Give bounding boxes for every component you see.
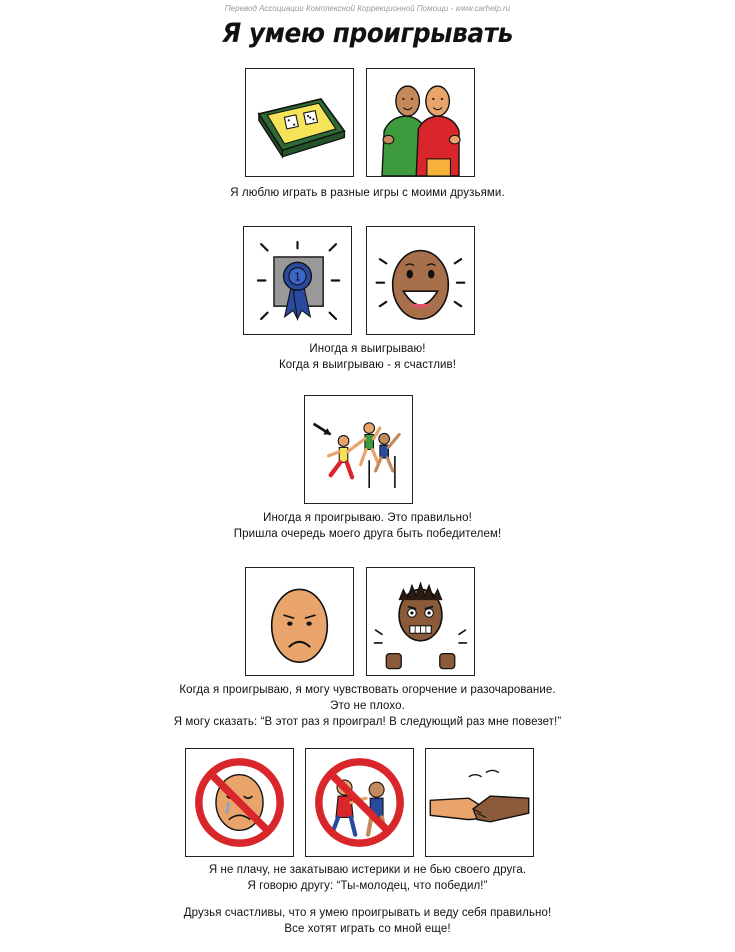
caption-4	[0, 682, 735, 730]
ribbon-card	[243, 226, 352, 335]
friends-card	[366, 68, 475, 177]
caption-line: Пришла очередь моего друга быть победителем!	[233, 528, 502, 540]
caption-line: Когда я выигрываю - я счастлив!	[278, 359, 457, 371]
two-friends-icon	[367, 69, 474, 176]
no-crying-icon	[186, 749, 293, 856]
caption-3	[0, 510, 735, 542]
board-game-card	[245, 68, 354, 177]
no-crying-card	[185, 748, 294, 857]
no-fighting-card	[305, 748, 414, 857]
frustrated-card	[366, 567, 475, 676]
no-fighting-icon	[306, 749, 413, 856]
happy-face-card	[366, 226, 475, 335]
caption-line: Иногда я выигрываю!	[309, 343, 426, 355]
header-note: Перевод Ассоциации Комплексной Коррекционной Помощи - www.carhelp.ru	[224, 4, 511, 13]
caption-5	[0, 862, 735, 894]
closing-line: Друзья счастливы, что я умею проигрывать и веду себя правильно!	[183, 907, 552, 919]
first-place-ribbon-icon	[244, 227, 351, 334]
caption-line: Я могу сказать: “В этот раз я проиграл! В следующий раз мне повезет!”	[173, 716, 562, 728]
board-game-dice-icon	[246, 69, 353, 176]
caption-line: Я люблю играть в разные игры с моими друзьями.	[230, 187, 505, 199]
race-finish-icon	[305, 396, 412, 503]
sad-face-card	[245, 567, 354, 676]
caption-line: Иногда я проигрываю. Это правильно!	[263, 512, 472, 524]
caption-line: Я говорю другу: “Ты-молодец, что победил!”	[247, 880, 488, 892]
caption-line: Это не плохо.	[330, 700, 405, 712]
caption-line: Когда я проигрываю, я могу чувствовать огорчение и разочарование.	[179, 684, 556, 696]
closing-caption	[0, 905, 735, 937]
frustrated-boy-icon	[367, 568, 474, 675]
closing-line: Все хотят играть со мной еще!	[284, 923, 451, 935]
handshake-card	[425, 748, 534, 857]
page-title: Я умею проигрывать	[222, 18, 513, 49]
race-card	[304, 395, 413, 504]
caption-2	[0, 341, 735, 373]
sad-face-icon	[246, 568, 353, 675]
svg-text:1: 1	[294, 270, 301, 284]
handshake-icon	[426, 749, 533, 856]
caption-1	[0, 185, 735, 201]
caption-line: Я не плачу, не закатываю истерики и не бью своего друга.	[208, 864, 527, 876]
happy-face-icon	[367, 227, 474, 334]
